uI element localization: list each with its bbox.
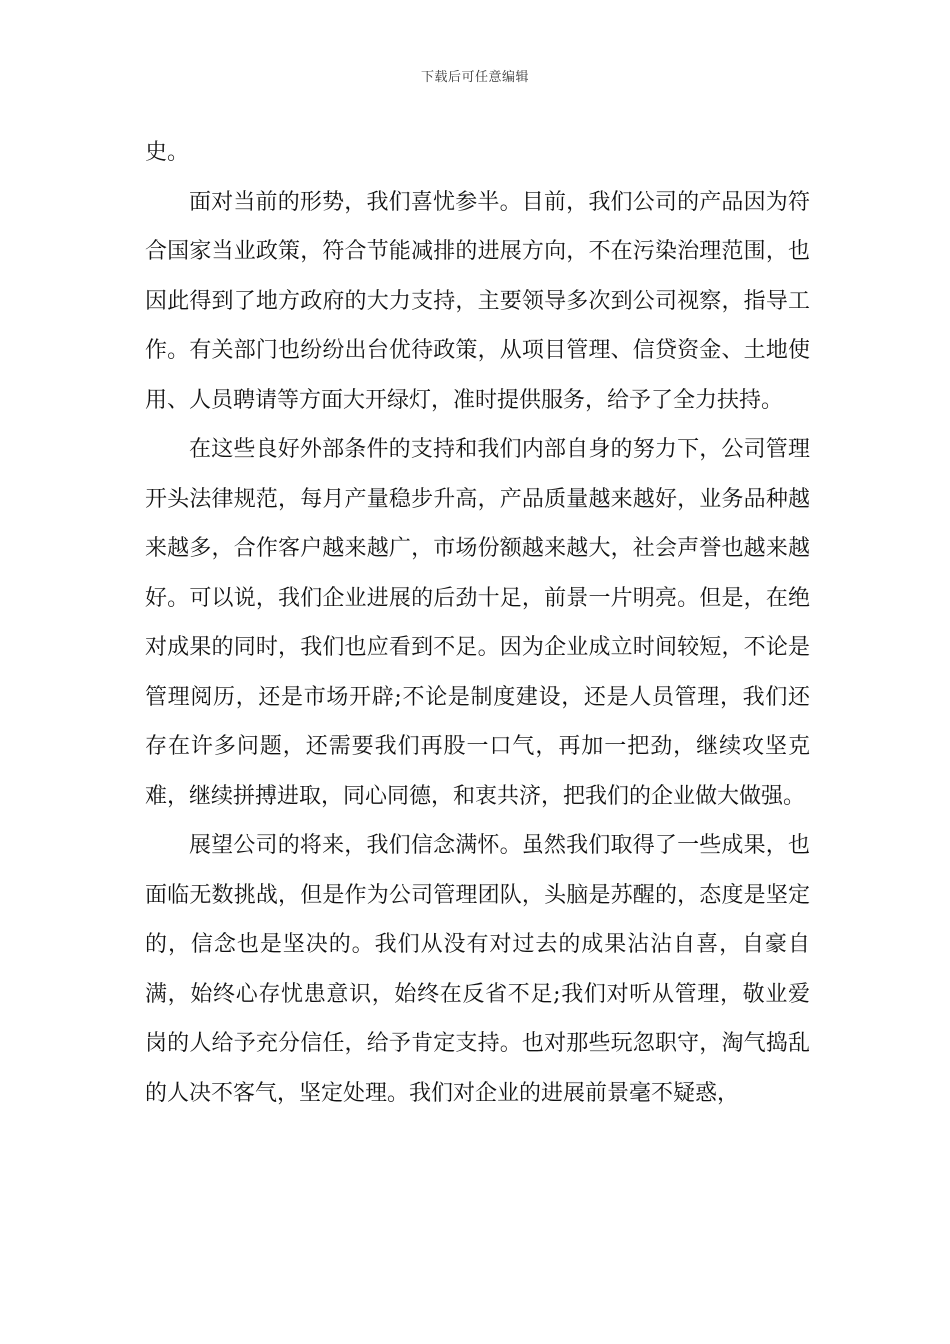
paragraph-4: 展望公司的将来，我们信念满怀。虽然我们取得了一些成果，也面临无数挑战，但是作为公司管理团队，头脑是苏醒的，态度是坚定的，信念也是坚决的。我们从没有对过去的成果沾沾自喜，自豪自满，始终心存忧患意识，始终在反省不足;我们对听从管理，敬业爱岗的人给予充分信任，给予肯定支持。也对那些玩忽职守，淘气捣乱的人决不客气，坚定处理。我们对企业的进展前景毫不疑惑， [145, 833, 810, 1106]
document-body [145, 128, 810, 1118]
paragraph-1: 史。 [145, 140, 190, 165]
paragraph-2: 面对当前的形势，我们喜忧参半。目前，我们公司的产品因为符合国家当业政策，符合节能减排的进展方向，不在污染治理范围，也因此得到了地方政府的大力支持，主要领导多次到公司视察，指导工作。有关部门也纷纷出台优待政策，从项目管理、信贷资金、土地使用、人员聘请等方面大开绿灯，准时提供服务，给予了全力扶持。 [145, 189, 810, 413]
paragraph-3: 在这些良好外部条件的支持和我们内部自身的努力下，公司管理开头法律规范，每月产量稳步升高，产品质量越来越好，业务品种越来越多，合作客户越来越广，市场份额越来越大，社会声誉也越来越好。可以说，我们企业进展的后劲十足，前景一片明亮。但是，在绝对成果的同时，我们也应看到不足。因为企业成立时间较短，不论是管理阅历，还是市场开辟;不论是制度建设，还是人员管理，我们还存在许多问题，还需要我们再股一口气，再加一把劲，继续攻坚克难，继续拼搏进取，同心同德，和衷共济，把我们的企业做大做强。 [145, 437, 810, 809]
page-header: 下载后可任意编辑 [420, 70, 529, 85]
